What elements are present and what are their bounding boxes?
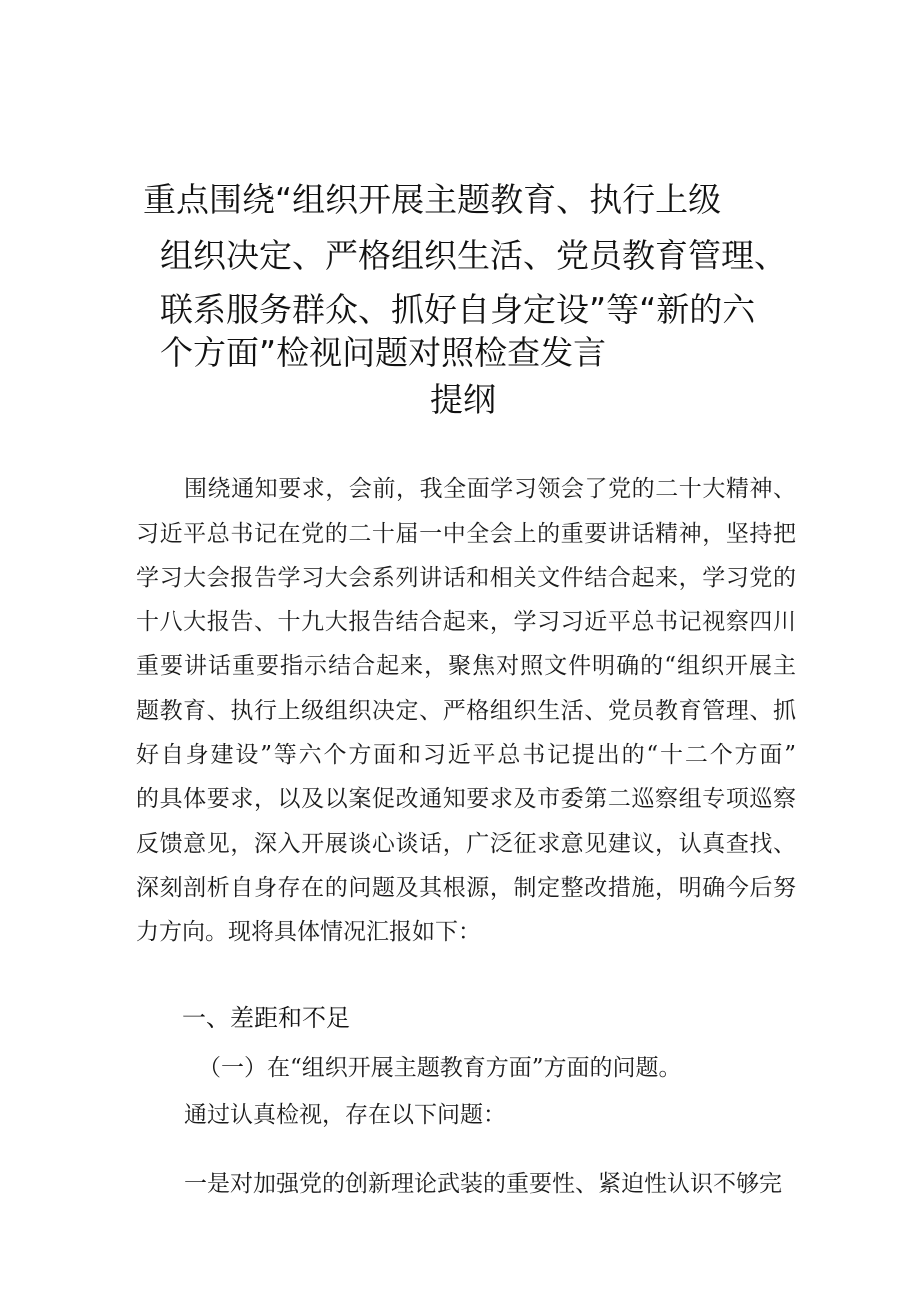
intro-line-7: 好自身建设”等六个方面和习近平总书记提出的“十二个方面” bbox=[136, 742, 796, 768]
title-line-2: 组织决定、严格组织生活、党员教育管理、 bbox=[160, 236, 787, 275]
intro-line-3: 学习大会报告学习大会系列讲话和相关文件结合起来，学习党的 bbox=[136, 565, 796, 591]
title-line-1: 重点围绕“组织开展主题教育、执行上级 bbox=[143, 180, 722, 219]
intro-line-6: 题教育、执行上级组织决定、严格组织生活、党员教育管理、抓 bbox=[136, 698, 796, 724]
intro-line-5: 重要讲话重要指示结合起来，聚焦对照文件明确的“组织开展主 bbox=[136, 653, 796, 679]
intro-line-2: 习近平总书记在党的二十届一中全会上的重要讲话精神，坚持把 bbox=[136, 521, 796, 547]
title-line-5: 提纲 bbox=[430, 380, 496, 419]
section-heading: 一、差距和不足 bbox=[182, 1004, 350, 1032]
section-subheading: （一）在“组织开展主题教育方面”方面的问题。 bbox=[198, 1055, 682, 1081]
title-line-4: 个方面”检视问题对照检查发言 bbox=[160, 333, 607, 372]
intro-line-8: 的具体要求，以及以案促改通知要求及市委第二巡察组专项巡察 bbox=[136, 786, 796, 812]
intro-line-4: 十八大报告、十九大报告结合起来，学习习近平总书记视察四川 bbox=[136, 609, 796, 635]
intro-line-1: 围绕通知要求，会前，我全面学习领会了党的二十大精神、 bbox=[184, 476, 796, 502]
intro-line-10: 深刻剖析自身存在的问题及其根源，制定整改措施，明确今后努 bbox=[136, 875, 796, 901]
title-line-3: 联系服务群众、抓好自身定设”等“新的六 bbox=[160, 290, 756, 329]
section-point-1: 一是对加强党的创新理论武装的重要性、紧迫性认识不够完 bbox=[184, 1171, 782, 1197]
section-lead: 通过认真检视，存在以下问题： bbox=[184, 1102, 506, 1128]
intro-line-9: 反馈意见，深入开展谈心谈话，广泛征求意见建议，认真查找、 bbox=[136, 831, 796, 857]
intro-line-11: 力方向。现将具体情况汇报如下： bbox=[136, 919, 481, 945]
